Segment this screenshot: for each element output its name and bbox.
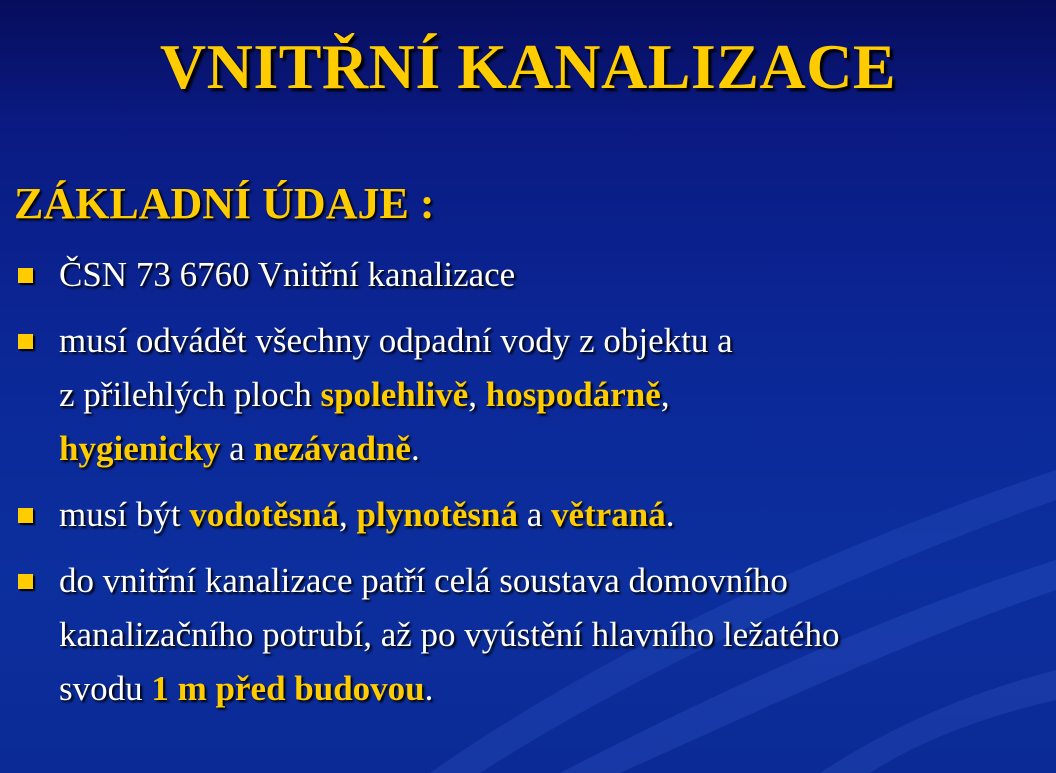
separator: a (220, 429, 254, 468)
bullet-list (18, 248, 1054, 716)
item-text: z přilehlých ploch (59, 375, 321, 414)
item-text-line: do vnitřní kanalizace patří celá soustava domovního (59, 561, 788, 600)
item-end: . (665, 495, 675, 534)
square-bullet-icon (18, 508, 33, 523)
highlight-reliably: spolehlivě (320, 375, 469, 414)
item-text: musí být (59, 495, 190, 534)
separator: , (339, 495, 357, 534)
highlight-watertight: vodotěsná (189, 495, 340, 534)
square-bullet-icon (18, 268, 33, 283)
section-heading: ZÁKLADNÍ ÚDAJE : (14, 179, 435, 228)
list-item (18, 314, 1054, 476)
item-end: . (424, 669, 434, 708)
list-item (18, 248, 1054, 302)
list-item (18, 488, 1054, 542)
separator: , (468, 375, 486, 414)
slide-title: VNITŘNÍ KANALIZACE (159, 31, 897, 102)
highlight-gastight: plynotěsná (356, 495, 518, 534)
square-bullet-icon (18, 334, 33, 349)
highlight-harmlessly: nezávadně (253, 429, 411, 468)
list-item (18, 554, 1054, 716)
highlight-distance: 1 m před budovou (151, 669, 425, 708)
separator: a (517, 495, 552, 534)
item-text-line: musí odvádět všechny odpadní vody z objektu a (59, 321, 733, 360)
item-text: ČSN 73 6760 Vnitřní kanalizace (59, 255, 516, 294)
highlight-hygienically: hygienicky (59, 429, 221, 468)
item-text-line: kanalizačního potrubí, až po vyústění hlavního ležatého (59, 615, 840, 654)
highlight-ventilated: větraná (551, 495, 666, 534)
item-text: svodu (59, 669, 152, 708)
highlight-economically: hospodárně (485, 375, 661, 414)
item-end: . (410, 429, 420, 468)
separator: , (660, 375, 670, 414)
square-bullet-icon (18, 574, 33, 589)
